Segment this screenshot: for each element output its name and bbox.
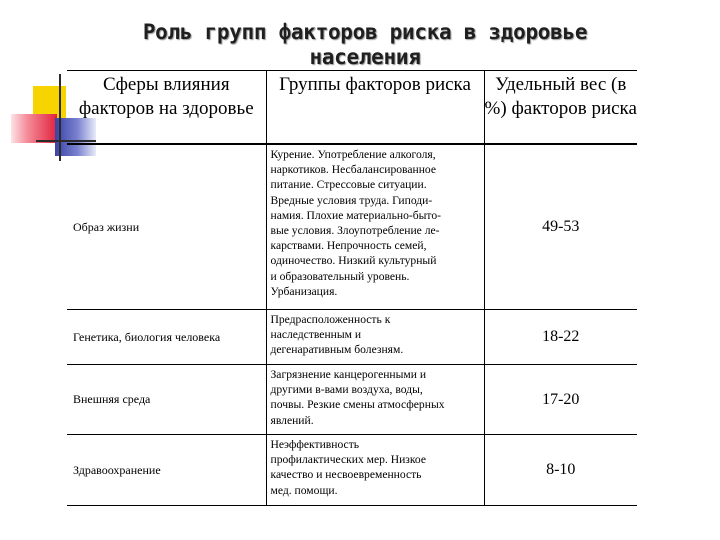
groups-cell: Курение. Употребление алкоголя, наркотиков. Несбалансированное питание. Стрессовые ситуации. Вредные условия труда. Гиподи- намия. Плохие материально-быто- вые условия. Злоупотребление ле- карствами. Непрочность семей, одиночество. Низкий культурный и образовательный уровень. Урбанизация. <box>266 144 484 310</box>
header-groups: Группы факторов риска <box>266 71 484 145</box>
decor-vertical-line <box>59 74 61 161</box>
table-header-row <box>67 71 637 145</box>
table-row <box>67 144 637 310</box>
sphere-cell: Внешняя среда <box>67 365 266 435</box>
table-row <box>67 310 637 365</box>
weight-cell: 18-22 <box>484 310 637 365</box>
table-row <box>67 365 637 435</box>
sphere-cell: Образ жизни <box>67 144 266 310</box>
weight-cell: 49-53 <box>484 144 637 310</box>
weight-cell: 17-20 <box>484 365 637 435</box>
slide-title: Роль групп факторов риска в здоровье населения <box>142 20 588 69</box>
weight-cell: 8-10 <box>484 435 637 506</box>
decor-gradient-red <box>11 114 57 143</box>
header-spheres: Сферы влияния факторов на здоровье <box>67 71 266 145</box>
risk-factors-table <box>67 70 637 506</box>
groups-cell: Загрязнение канцерогенными и другими в-вами воздуха, воды, почвы. Резкие смены атмосферных явлений. <box>266 365 484 435</box>
header-weight: Удельный вес (в %) факторов риска <box>484 71 637 145</box>
groups-cell: Неэффективность профилактических мер. Низкое качество и несвоевременность мед. помощи. <box>266 435 484 506</box>
groups-cell: Предрасположенность к наследственным и дегенаративным болезням. <box>266 310 484 365</box>
sphere-cell: Здравоохранение <box>67 435 266 506</box>
sphere-cell: Генетика, биология человека <box>67 310 266 365</box>
table-row <box>67 435 637 506</box>
